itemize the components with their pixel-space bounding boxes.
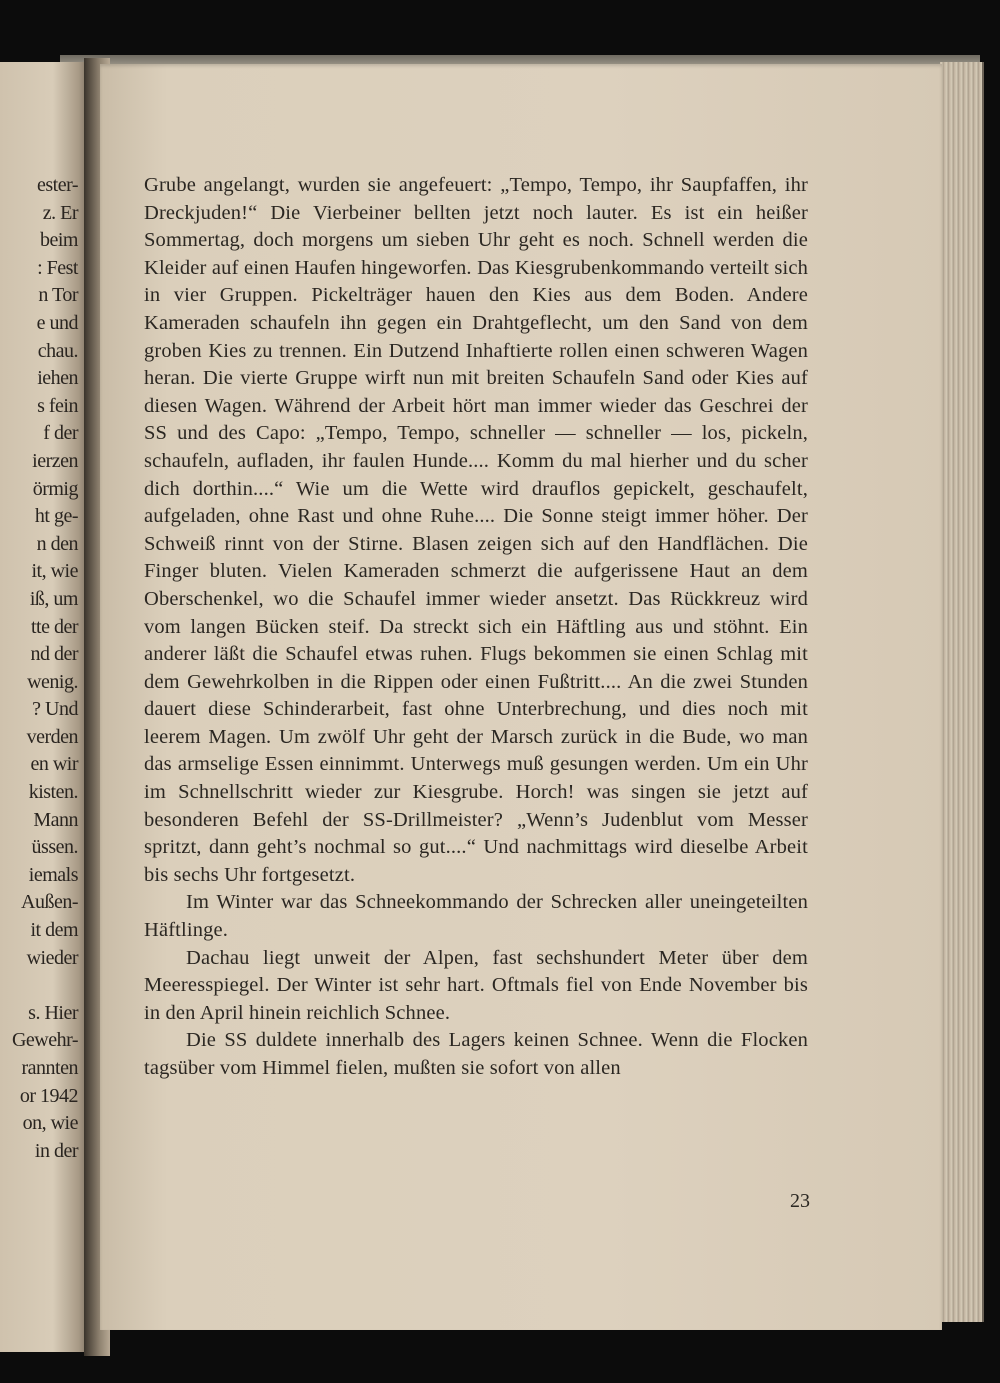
left-page-fragment: it, wie: [31, 560, 78, 583]
left-page-fragment: beim: [40, 229, 78, 252]
left-page-fragment: s fein: [37, 394, 78, 417]
page-body: [144, 172, 808, 1083]
page-number: 23: [790, 1190, 810, 1212]
left-page-fragment: Gewehr-: [11, 1029, 78, 1052]
left-page-fragment: in der: [34, 1139, 78, 1162]
left-page-fragment: kisten.: [28, 781, 78, 804]
paragraph: Dachau liegt unweit der Alpen, fast sechshundert Meter über dem Meeresspiegel. Der Winter ist sehr hart. Oftmals fiel von Ende November bis in den April hinein reichlich Schnee.: [144, 946, 808, 1024]
left-page-edge: [0, 62, 96, 1352]
left-page-fragment: e und: [36, 311, 78, 334]
left-page-fragment: Mann: [33, 808, 78, 831]
left-page-fragment: nd der: [30, 643, 78, 666]
left-page-fragment: ester-: [36, 174, 78, 196]
left-page-fragment: iehen: [37, 367, 78, 390]
left-page-fragment: iß, um: [29, 587, 78, 610]
left-page-fragment: wieder: [26, 946, 78, 969]
left-page-fragment: üssen.: [31, 836, 78, 859]
left-page-fragment: f der: [43, 422, 78, 445]
left-page-fragment: n den: [36, 532, 78, 555]
left-page-fragment: on, wie: [22, 1112, 78, 1135]
left-page-fragment: z. Er: [42, 201, 78, 224]
left-page-fragment: Außen-: [21, 891, 78, 914]
left-page-fragment: chau.: [37, 339, 78, 362]
page-stack-edge: [940, 62, 984, 1322]
left-page-fragment: en wir: [30, 753, 78, 776]
left-page-fragment: [0, 972, 78, 1000]
paragraph: Grube angelangt, wurden sie angefeuert: „Tempo, Tempo, ihr Saupfaffen, ihr Dreckjuden!“ Die Vierbeiner bellten jetzt noch lauter. Es ist ein heißer Sommertag, doch morgens um sieben Uhr geht es noch. Schnell werden die Kleider auf einen Haufen hingeworfen. Das Kiesgrubenkommando verteilt sich in vier Gruppen. Pickelträger hauen den Kies aus dem Boden. Andere Kameraden schaufeln ihn gegen ein Drahtgeflecht, um den Sand von dem groben Kies zu trennen. Ein Dutzend Inhaftierte rollen einen schweren Wagen heran. Die vierte Gruppe wirft nun mit breiten Schaufeln Sand oder Kies auf diesen Wagen. Während der Arbeit hört man immer wieder das Geschrei der SS und des Capo: „Tempo, Tempo, schneller — schneller — los, pickeln, schaufeln, aufladen, ihr faulen Hunde.... Komm du mal hierher und du scher dich dorthin....“ Wie um die Wette wird drauflos gepickelt, geschaufelt, aufgeladen, ohne Rast und ohne Ruhe.... Die Sonne steigt immer höher. Der Schweiß rinnt von der Stirne. Blasen zeigen sich auf den Handflächen. Die Finger bluten. Vielen Kameraden schmerzt die aufgerissene Haut an dem Oberschenkel, wo die Schaufel immer wieder ansetzt. Das Rückkreuz wird vom langen Bücken steif. Da streckt sich ein Häftling aus und stöhnt. Ein anderer läßt die Schaufel etwas ruhen. Flugs bekommen sie einen Schlag mit dem Gewehrkolben in die Rippen oder einen Fußtritt.... An die zwei Stunden dauert diese Schinderarbeit, fast ohne Unterbrechung, und dies noch mit leerem Magen. Um zwölf Uhr geht der Marsch zurück in die Bude, wo man das armselige Essen einnimmt. Unterwegs muß gesungen werden. Um ein Uhr im Schnellschritt wieder zur Kiesgrube. Horch! was singen sie jetzt auf besonderen Befehl der SS-Drillmeister? „Wenn’s Judenblut vom Messer spritzt, dann geht’s nochmal so gut....“ Und nachmittags wird dieselbe Arbeit bis sechs Uhr fortgesetzt.: [144, 174, 808, 886]
left-page-fragment: : Fest: [37, 256, 78, 279]
left-page-fragment: rannten: [21, 1057, 78, 1079]
left-page-fragment: it dem: [30, 919, 78, 942]
paragraph: Die SS duldete innerhalb des Lagers keinen Schnee. Wenn die Flocken tagsüber vom Himmel fielen, mußten sie sofort von allen: [144, 1029, 808, 1079]
left-page-fragment: ht ge-: [34, 505, 78, 528]
paragraph: Im Winter war das Schneekommando der Schrecken aller uneingeteilten Häftlinge.: [144, 891, 808, 942]
left-page-fragment: wenig.: [27, 670, 78, 693]
left-page-fragment: ? Und: [32, 698, 78, 721]
left-page-text: [0, 172, 78, 1165]
left-page-fragment: n Tor: [38, 284, 78, 307]
left-page-fragment: verden: [26, 725, 78, 748]
left-page-fragment: s. Hier: [28, 1001, 78, 1024]
left-page-fragment: iemals: [28, 863, 78, 886]
left-page-fragment: or 1942: [19, 1084, 78, 1107]
left-page-fragment: tte der: [30, 615, 78, 638]
left-page-fragment: örmig: [32, 477, 78, 500]
left-page-fragment: ierzen: [32, 449, 78, 472]
